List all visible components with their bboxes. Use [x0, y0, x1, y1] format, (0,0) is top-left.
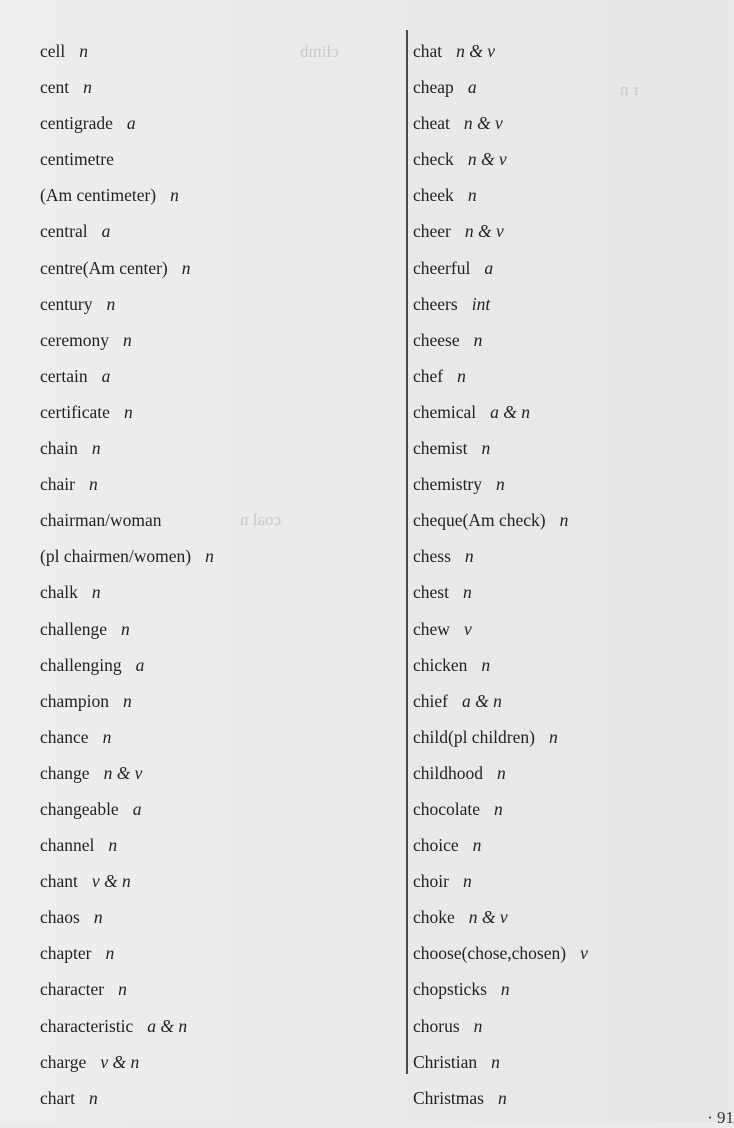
part-of-speech: n	[500, 979, 510, 1000]
part-of-speech: n & v	[456, 41, 496, 61]
headword: choose(chose,chosen)	[413, 943, 567, 964]
headword: (pl chairmen/women)	[40, 546, 192, 567]
part-of-speech: n	[494, 798, 503, 819]
word-entry	[40, 322, 400, 358]
headword: chicken	[413, 654, 468, 675]
headword: challenge	[40, 618, 108, 639]
headword: ceremony	[40, 329, 109, 350]
headword: chorus	[413, 1015, 460, 1036]
part-of-speech: n	[496, 474, 505, 495]
word-entry	[40, 69, 400, 105]
headword: certificate	[40, 401, 110, 422]
word-entry	[413, 250, 728, 286]
part-of-speech: v & n	[100, 1051, 140, 1072]
headword: chapter	[40, 943, 92, 964]
part-of-speech: n	[181, 257, 191, 278]
word-entry	[413, 791, 728, 827]
headword: cheap	[413, 77, 454, 98]
word-entry	[413, 755, 728, 791]
word-entry	[413, 574, 728, 610]
word-entry	[40, 141, 400, 177]
word-entry	[40, 1044, 400, 1080]
headword: chair	[40, 474, 75, 495]
word-entry	[40, 502, 400, 538]
headword: certain	[40, 365, 88, 386]
headword: cell	[40, 41, 66, 61]
headword: chest	[413, 582, 449, 603]
part-of-speech: n & v	[103, 762, 143, 783]
left-word-column	[40, 33, 400, 1116]
word-entry	[413, 863, 728, 899]
headword: channel	[40, 835, 95, 856]
part-of-speech: n & v	[468, 907, 508, 928]
part-of-speech: a	[135, 654, 145, 675]
part-of-speech: n	[123, 329, 132, 350]
part-of-speech: a & n	[147, 1015, 188, 1036]
headword: choice	[413, 835, 459, 856]
word-entry	[413, 105, 728, 141]
word-entry	[413, 502, 728, 538]
part-of-speech: n	[464, 546, 474, 567]
headword: cheese	[413, 329, 460, 350]
headword: Christmas	[413, 1087, 484, 1108]
part-of-speech: n	[106, 293, 116, 314]
part-of-speech: a & n	[461, 690, 502, 711]
part-of-speech: n	[467, 185, 477, 206]
part-of-speech: n	[91, 438, 101, 459]
word-entry	[40, 250, 400, 286]
part-of-speech: n & v	[463, 113, 503, 134]
headword: chart	[40, 1087, 75, 1108]
word-entry	[413, 286, 728, 322]
headword: chemistry	[413, 474, 483, 495]
headword: Christian	[413, 1051, 478, 1072]
word-entry	[413, 683, 728, 719]
word-entry	[40, 574, 400, 610]
part-of-speech: n	[205, 546, 214, 567]
word-entry	[40, 719, 400, 755]
part-of-speech: n	[83, 77, 92, 98]
part-of-speech: n	[559, 510, 569, 531]
word-entry	[413, 1044, 728, 1080]
word-entry	[413, 1080, 728, 1116]
part-of-speech: a	[467, 77, 477, 98]
part-of-speech: a	[101, 221, 111, 242]
word-entry	[40, 1080, 400, 1116]
headword: cheat	[413, 113, 450, 134]
headword: character	[40, 979, 105, 1000]
part-of-speech: v	[463, 618, 472, 639]
word-entry	[413, 827, 728, 863]
part-of-speech: n & v	[464, 221, 504, 242]
word-entry	[40, 538, 400, 574]
headword: challenging	[40, 654, 122, 675]
word-entry	[413, 538, 728, 574]
headword: cheque(Am check)	[413, 510, 546, 531]
word-entry	[413, 611, 728, 647]
part-of-speech: n	[170, 185, 179, 206]
word-entry	[40, 394, 400, 430]
word-entry	[413, 69, 728, 105]
part-of-speech: n	[88, 474, 98, 495]
headword: chairman/woman	[40, 510, 162, 531]
part-of-speech: n	[481, 438, 491, 459]
word-entry	[40, 1008, 400, 1044]
headword: chief	[413, 690, 448, 711]
headword: century	[40, 293, 93, 314]
part-of-speech: n	[472, 835, 482, 856]
headword: chew	[413, 618, 450, 639]
part-of-speech: n	[497, 1087, 507, 1108]
word-entry	[413, 899, 728, 935]
bleed-through-text: climb	[300, 42, 339, 61]
part-of-speech: n	[79, 41, 89, 61]
part-of-speech: n	[102, 726, 112, 747]
word-entry	[413, 430, 728, 466]
right-word-column	[413, 33, 728, 1116]
headword: chopsticks	[413, 979, 487, 1000]
word-entry	[413, 647, 728, 683]
part-of-speech: v & n	[91, 871, 131, 892]
word-entry	[40, 791, 400, 827]
headword: cheer	[413, 221, 451, 242]
headword: chant	[40, 871, 78, 892]
part-of-speech: n	[105, 943, 115, 964]
headword: centimetre	[40, 149, 114, 170]
word-entry	[40, 863, 400, 899]
word-entry	[40, 430, 400, 466]
headword: choir	[413, 871, 449, 892]
part-of-speech: n	[457, 365, 466, 386]
headword: cheek	[413, 185, 454, 206]
word-entry	[413, 213, 728, 249]
headword: childhood	[413, 762, 483, 783]
part-of-speech: a & n	[490, 401, 531, 422]
word-entry	[413, 322, 728, 358]
word-entry	[413, 358, 728, 394]
word-entry	[413, 971, 728, 1007]
headword: chalk	[40, 582, 78, 603]
word-entry	[40, 33, 400, 69]
word-entry	[413, 1008, 728, 1044]
word-entry	[40, 683, 400, 719]
headword: cheerful	[413, 257, 471, 278]
headword: (Am centimeter)	[40, 185, 157, 206]
word-entry	[40, 755, 400, 791]
part-of-speech: n & v	[467, 149, 507, 170]
part-of-speech: a	[101, 365, 111, 386]
headword: charge	[40, 1051, 87, 1072]
headword: characteristic	[40, 1015, 134, 1036]
headword: chess	[413, 546, 451, 567]
word-entry	[413, 141, 728, 177]
part-of-speech: n	[462, 871, 472, 892]
word-entry	[413, 394, 728, 430]
headword: chocolate	[413, 798, 481, 819]
bleed-through-text: r n	[620, 80, 639, 99]
word-entry	[40, 899, 400, 935]
part-of-speech: n	[108, 835, 118, 856]
word-entry	[413, 719, 728, 755]
headword: change	[40, 762, 90, 783]
part-of-speech: n	[88, 1087, 98, 1108]
headword: cent	[40, 77, 70, 98]
word-entry	[40, 971, 400, 1007]
part-of-speech: n	[497, 762, 506, 783]
word-entry	[40, 105, 400, 141]
part-of-speech: v	[580, 943, 588, 964]
headword: chemist	[413, 438, 468, 459]
part-of-speech: n	[93, 907, 103, 928]
part-of-speech: n	[548, 726, 558, 747]
word-entry	[413, 33, 728, 69]
word-entry	[413, 177, 728, 213]
headword: chaos	[40, 907, 80, 928]
headword: chef	[413, 365, 444, 386]
word-entry	[413, 466, 728, 502]
headword: central	[40, 221, 88, 242]
headword: changeable	[40, 798, 119, 819]
part-of-speech: n	[481, 654, 491, 675]
word-entry	[40, 358, 400, 394]
part-of-speech: n	[121, 618, 130, 639]
part-of-speech: n	[473, 1015, 483, 1036]
word-entry	[40, 827, 400, 863]
part-of-speech: a	[484, 257, 494, 278]
column-divider	[406, 30, 408, 1074]
part-of-speech: n	[91, 582, 101, 603]
part-of-speech: a	[126, 113, 136, 134]
headword: chat	[413, 41, 443, 61]
part-of-speech: a	[132, 798, 142, 819]
word-entry	[40, 647, 400, 683]
page-number: · 91	[707, 1108, 734, 1127]
headword: chemical	[413, 401, 477, 422]
headword: check	[413, 149, 454, 170]
part-of-speech: n	[491, 1051, 500, 1072]
headword: cheers	[413, 293, 458, 314]
headword: chain	[40, 438, 78, 459]
part-of-speech: n	[473, 329, 483, 350]
bleed-through-text: coal n	[240, 510, 282, 529]
headword: chance	[40, 726, 89, 747]
headword: champion	[40, 690, 110, 711]
headword: choke	[413, 907, 455, 928]
word-entry	[40, 466, 400, 502]
part-of-speech: int	[471, 293, 491, 314]
headword: child(pl children)	[413, 726, 535, 747]
word-entry	[40, 213, 400, 249]
word-entry	[40, 611, 400, 647]
part-of-speech: n	[123, 401, 133, 422]
word-entry	[40, 177, 400, 213]
word-entry	[40, 935, 400, 971]
headword: centigrade	[40, 113, 113, 134]
part-of-speech: n	[118, 979, 127, 1000]
word-entry	[40, 286, 400, 322]
part-of-speech: n	[462, 582, 472, 603]
word-entry	[413, 935, 728, 971]
part-of-speech: n	[123, 690, 132, 711]
headword: centre(Am center)	[40, 257, 168, 278]
